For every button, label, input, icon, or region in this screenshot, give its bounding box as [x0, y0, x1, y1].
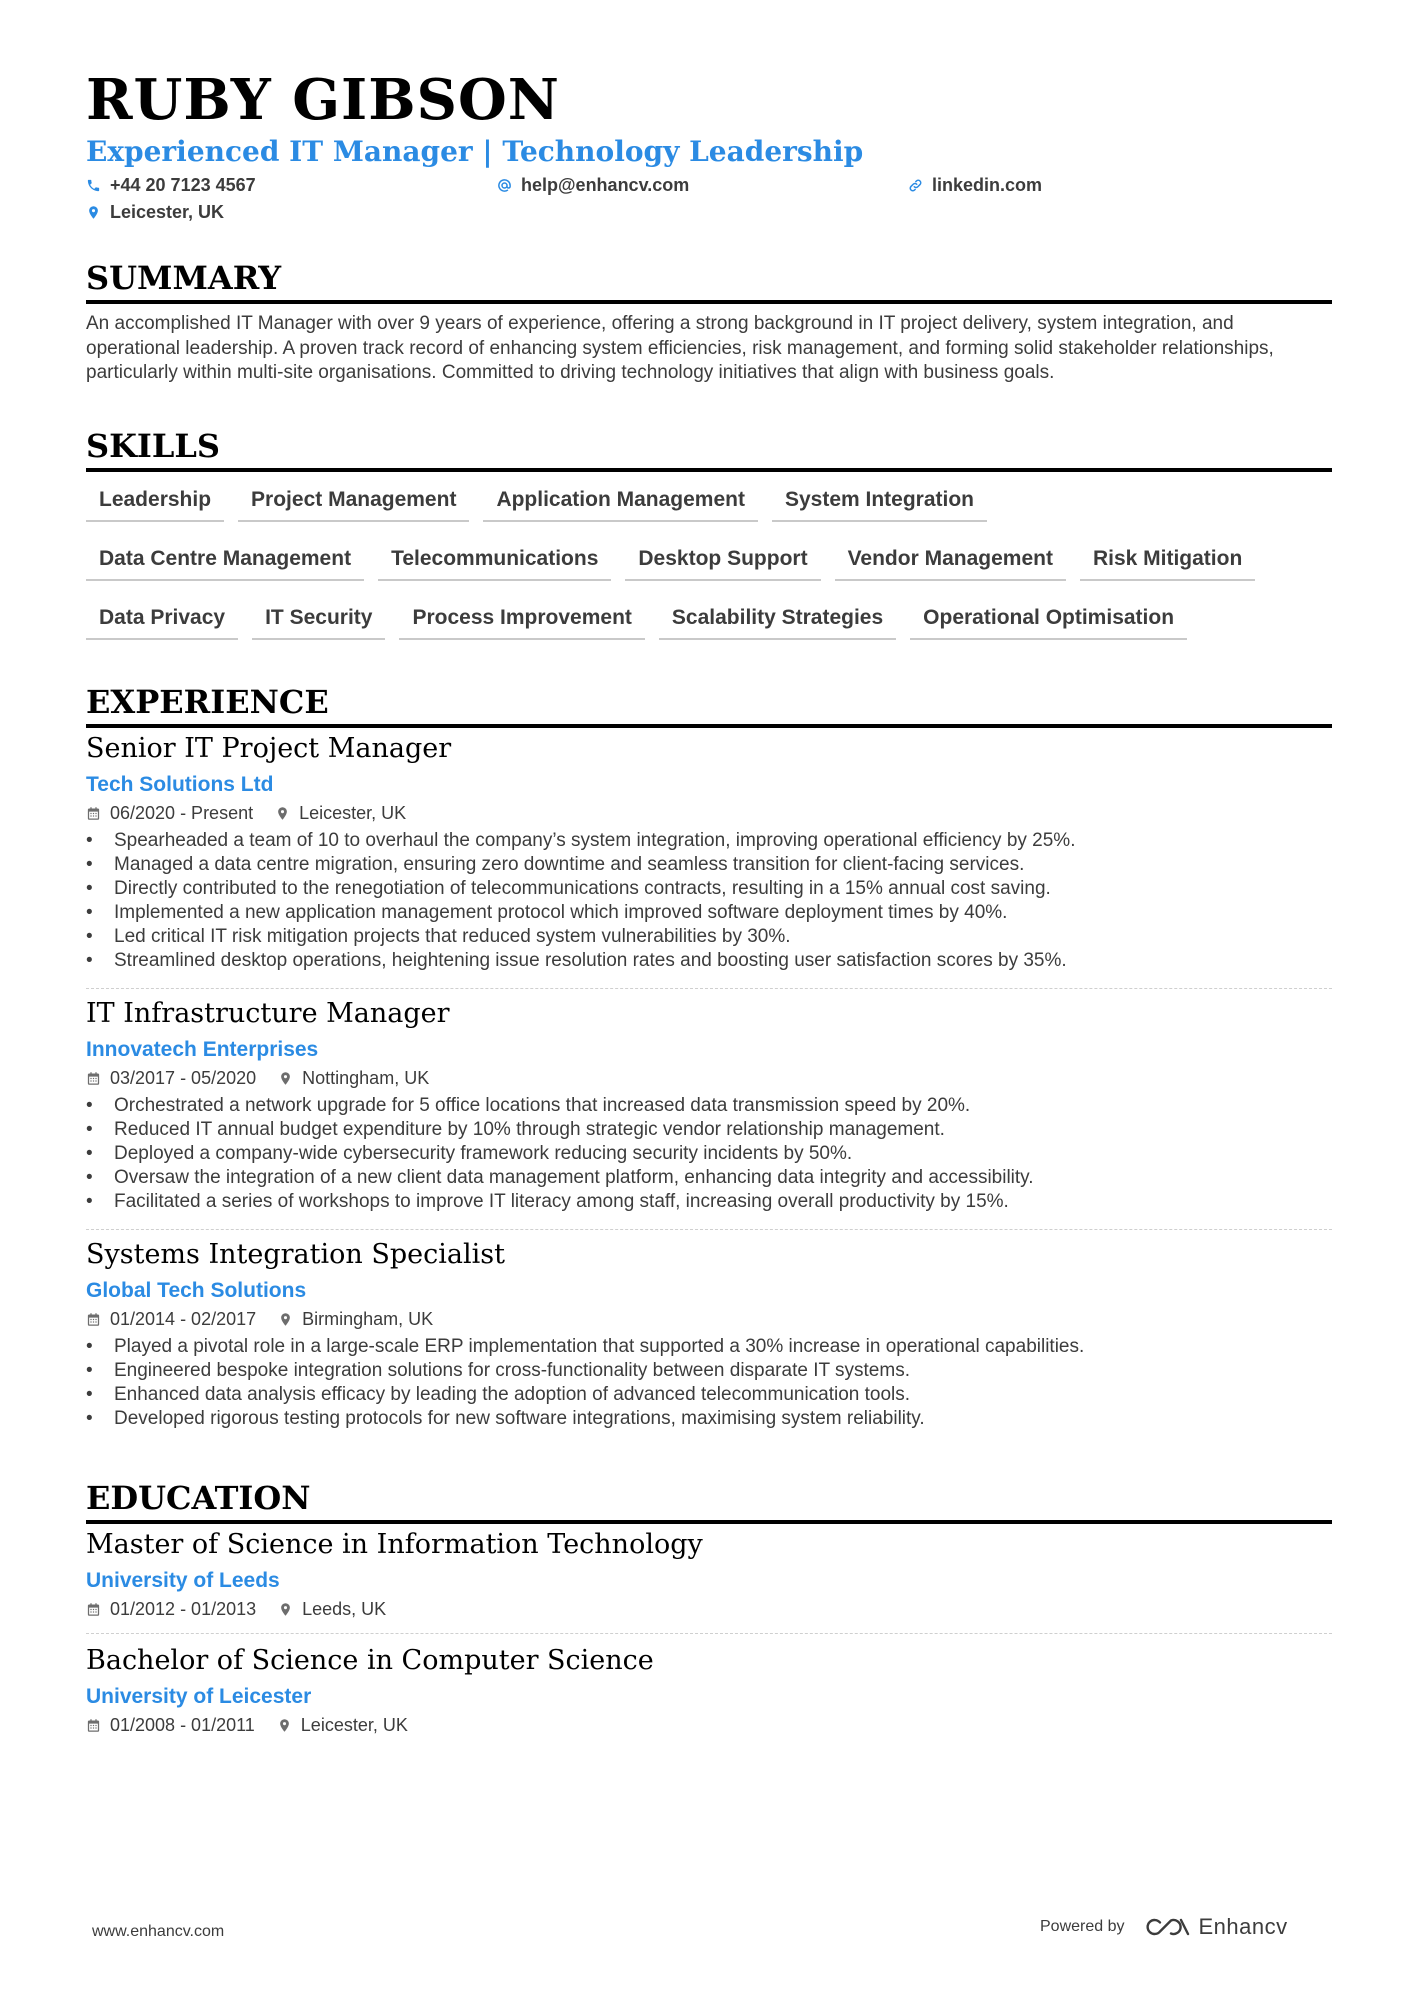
summary-text: An accomplished IT Manager with over 9 years of experience, offering a strong background in IT project delivery, system integration, and operational leadership. A proven track record of enhancing system efficiencies, risk management, and forming solid stakeholder relationships, particularly within multi-site organisations. Committed to driving technology initiatives that align with business goals. [86, 313, 1274, 383]
education-location-text: Leicester, UK [300, 1714, 408, 1735]
bullet-item: • Reduced IT annual budget expenditure by 10% through strategic vendor relationship management. [86, 1118, 1332, 1142]
education-entry [86, 1529, 1332, 1620]
link-icon [908, 178, 923, 193]
degree-title: Bachelor of Science in Computer Science [86, 1645, 654, 1676]
section-title-experience: EXPERIENCE [86, 686, 1332, 728]
location-pin-icon [278, 1312, 293, 1327]
education-meta [86, 1599, 1332, 1621]
skill-tag: System Integration [772, 483, 987, 522]
contact-linkedin[interactable] [908, 176, 1042, 194]
job-meta [86, 1068, 1332, 1090]
contact-location [86, 203, 224, 221]
job-location [275, 803, 406, 825]
bullet-item: • Engineered bespoke integration solutions for cross-functionality between disparate IT systems. [86, 1359, 1332, 1383]
skill-tag: Scalability Strategies [659, 601, 896, 640]
education-dates-text: 01/2012 - 01/2013 [110, 1598, 257, 1619]
email-text[interactable]: help@enhancv.com [521, 175, 690, 195]
bullet-item: • Deployed a company-wide cybersecurity framework reducing security incidents by 50%. [86, 1142, 1332, 1166]
job-location-text: Birmingham, UK [302, 1308, 434, 1329]
skill-tag: Process Improvement [399, 601, 644, 640]
skills-list [86, 483, 1332, 660]
linkedin-text[interactable]: linkedin.com [932, 175, 1043, 195]
education-location [277, 1715, 408, 1737]
location-pin-icon [278, 1071, 293, 1086]
skill-tag: Application Management [483, 483, 758, 522]
contact-email[interactable] [497, 176, 689, 194]
phone-icon [86, 178, 101, 193]
enhancv-brand-text: Enhancv [1198, 1914, 1288, 1939]
candidate-headline: Experienced IT Manager | Technology Leadership [86, 135, 864, 168]
job-bullets [86, 829, 1332, 973]
skill-tag: IT Security [252, 601, 385, 640]
education-meta [86, 1715, 1332, 1737]
calendar-icon [86, 1312, 101, 1327]
job-dates-text: 06/2020 - Present [110, 802, 254, 823]
powered-by-text: Powered by [1040, 1918, 1125, 1935]
contact-phone [86, 176, 256, 194]
entry-divider [86, 988, 1332, 989]
skill-tag: Operational Optimisation [910, 601, 1187, 640]
bullet-item: • Orchestrated a network upgrade for 5 office locations that increased data transmission speed by 20%. [86, 1094, 1332, 1118]
skill-tag: Risk Mitigation [1080, 542, 1255, 581]
bullet-item: • Implemented a new application management protocol which improved software deployment times by 40%. [86, 901, 1332, 925]
skill-tag: Data Centre Management [86, 542, 364, 581]
school-name: University of Leicester [86, 1685, 312, 1709]
at-icon [497, 178, 512, 193]
job-dates-text: 03/2017 - 05/2020 [110, 1067, 257, 1088]
location-pin-icon [86, 205, 101, 220]
location-text: Leicester, UK [110, 202, 225, 222]
education-location-text: Leeds, UK [302, 1598, 387, 1619]
job-bullets [86, 1094, 1332, 1214]
calendar-icon [86, 1718, 101, 1733]
experience-entry [86, 733, 1332, 973]
candidate-name: RUBY GIBSON [86, 67, 560, 133]
calendar-icon [86, 806, 101, 821]
job-dates-text: 01/2014 - 02/2017 [110, 1308, 257, 1329]
bullet-item: • Directly contributed to the renegotiation of telecommunications contracts, resulting in a 15% annual cost saving. [86, 877, 1332, 901]
calendar-icon [86, 1602, 101, 1617]
degree-title: Master of Science in Information Technology [86, 1529, 703, 1560]
job-title: IT Infrastructure Manager [86, 998, 450, 1029]
job-dates [86, 1068, 256, 1090]
company-name: Global Tech Solutions [86, 1279, 307, 1303]
education-location [278, 1599, 386, 1621]
section-title-skills: SKILLS [86, 430, 1332, 472]
job-meta [86, 803, 1332, 825]
skill-tag: Telecommunications [378, 542, 611, 581]
enhancv-logo-icon [1145, 1916, 1191, 1938]
job-location [278, 1309, 433, 1331]
entry-divider [86, 1633, 1332, 1634]
bullet-item: • Managed a data centre migration, ensuring zero downtime and seamless transition for client-facing services. [86, 853, 1332, 877]
job-title: Systems Integration Specialist [86, 1239, 505, 1270]
skill-tag: Leadership [86, 483, 224, 522]
job-location-text: Nottingham, UK [302, 1067, 430, 1088]
bullet-item: • Streamlined desktop operations, heightening issue resolution rates and boosting user satisfaction scores by 35%. [86, 949, 1332, 973]
enhancv-logo[interactable] [1145, 1914, 1288, 1940]
job-meta [86, 1309, 1332, 1331]
skill-tag: Data Privacy [86, 601, 238, 640]
bullet-item: • Oversaw the integration of a new client data management platform, enhancing data integrity and accessibility. [86, 1166, 1332, 1190]
footer-website[interactable]: www.enhancv.com [92, 1923, 225, 1940]
education-dates [86, 1715, 255, 1737]
skill-tag: Desktop Support [625, 542, 820, 581]
company-name: Innovatech Enterprises [86, 1038, 319, 1062]
location-pin-icon [275, 806, 290, 821]
skill-row [86, 601, 1332, 660]
bullet-item: • Led critical IT risk mitigation projects that reduced system vulnerabilities by 30%. [86, 925, 1332, 949]
skill-row [86, 542, 1332, 601]
skill-row [86, 483, 1332, 542]
school-name: University of Leeds [86, 1569, 280, 1593]
experience-entry [86, 998, 1332, 1214]
phone-text: +44 20 7123 4567 [110, 175, 256, 195]
skill-tag: Vendor Management [835, 542, 1066, 581]
calendar-icon [86, 1071, 101, 1086]
bullet-item: • Enhanced data analysis efficacy by leading the adoption of advanced telecommunication tools. [86, 1383, 1332, 1407]
job-bullets [86, 1335, 1332, 1431]
company-name: Tech Solutions Ltd [86, 773, 274, 797]
job-dates [86, 1309, 256, 1331]
footer-branding [1040, 1914, 1288, 1940]
job-title: Senior IT Project Manager [86, 733, 452, 764]
job-dates [86, 803, 253, 825]
job-location [278, 1068, 429, 1090]
bullet-item: • Facilitated a series of workshops to improve IT literacy among staff, increasing overall productivity by 15%. [86, 1190, 1332, 1214]
entry-divider [86, 1229, 1332, 1230]
location-pin-icon [277, 1718, 292, 1733]
education-entry [86, 1645, 1332, 1736]
section-title-education: EDUCATION [86, 1482, 1332, 1524]
location-pin-icon [278, 1602, 293, 1617]
bullet-item: • Played a pivotal role in a large-scale ERP implementation that supported a 30% increase in operational capabilities. [86, 1335, 1332, 1359]
skill-tag: Project Management [238, 483, 469, 522]
education-dates [86, 1599, 256, 1621]
bullet-item: • Spearheaded a team of 10 to overhaul the company’s system integration, improving operational efficiency by 25%. [86, 829, 1332, 853]
education-dates-text: 01/2008 - 01/2011 [110, 1714, 255, 1735]
experience-entry [86, 1239, 1332, 1431]
job-location-text: Leicester, UK [299, 802, 407, 823]
section-title-summary: SUMMARY [86, 262, 1332, 304]
bullet-item: • Developed rigorous testing protocols for new software integrations, maximising system reliability. [86, 1407, 1332, 1431]
